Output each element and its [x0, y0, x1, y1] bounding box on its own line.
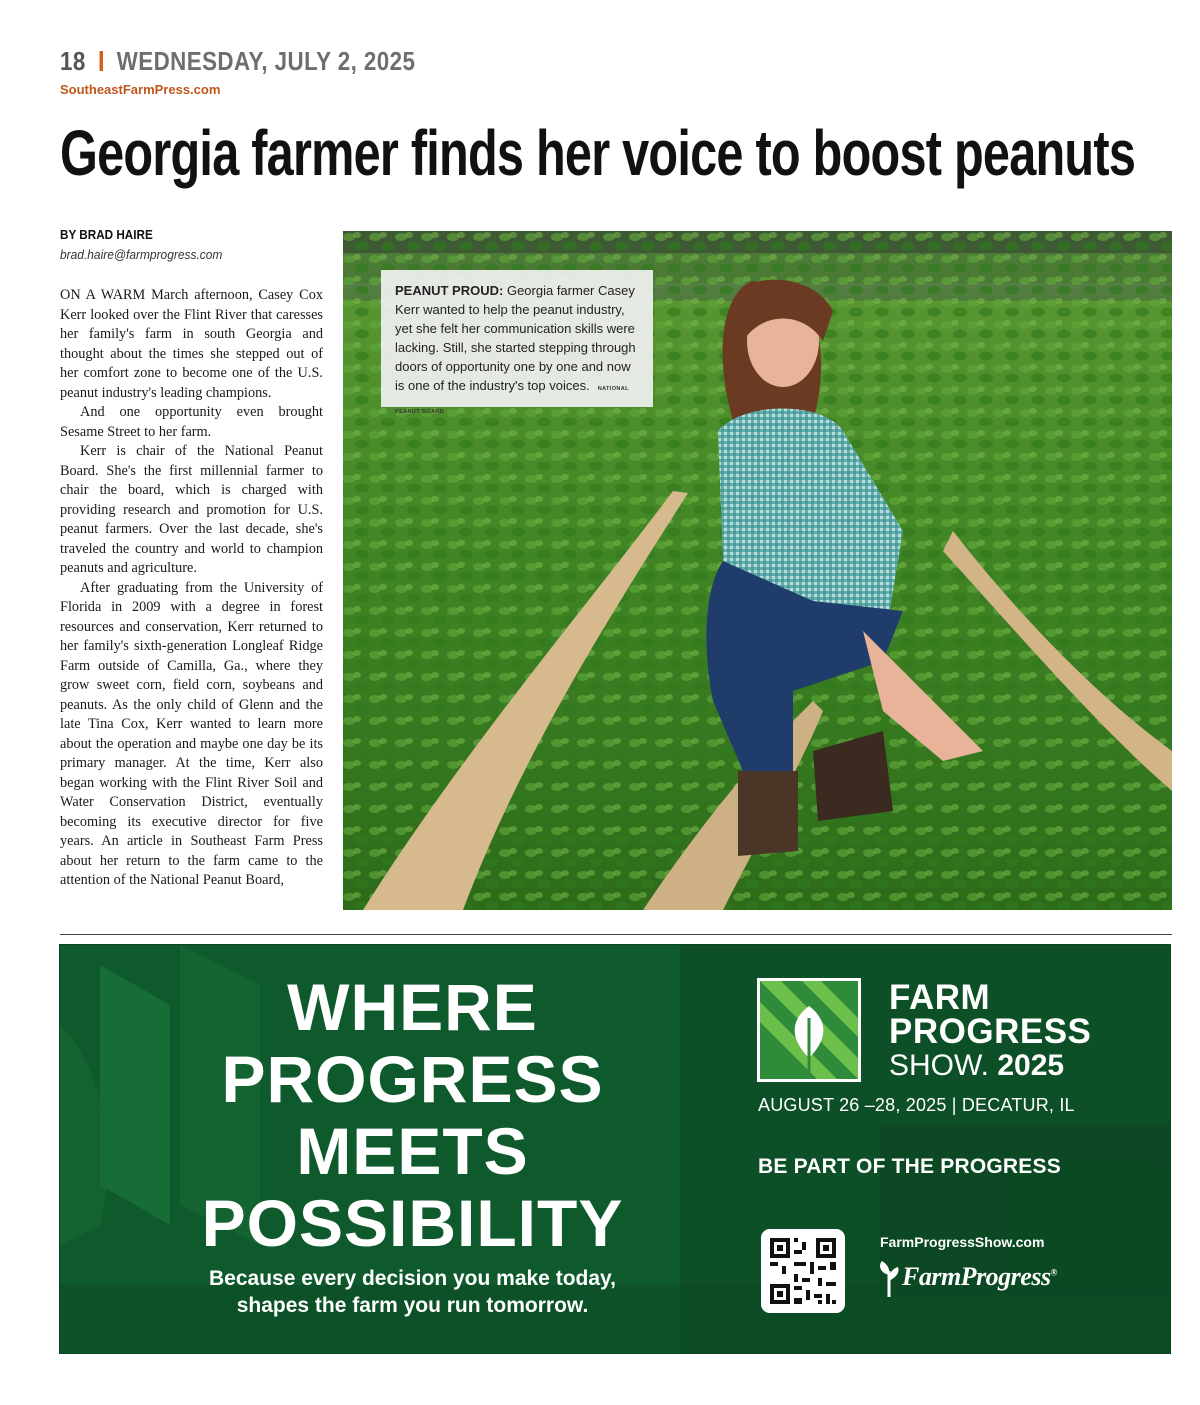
farm-progress-show-logo-icon [757, 978, 861, 1082]
farm-progress-brand [878, 1261, 1057, 1297]
advertisement[interactable] [59, 944, 1171, 1354]
ad-sub-line: Because every decision you make today, [209, 1267, 616, 1290]
sprout-icon [878, 1261, 900, 1297]
ad-headline-line: PROGRESS [221, 1042, 604, 1116]
ad-headline-line: WHERE [287, 970, 538, 1044]
page-header [60, 46, 473, 77]
ad-subheadline [60, 1265, 765, 1319]
show-name [889, 978, 1092, 1083]
ad-call-to-action: BE PART OF THE PROGRESS [758, 1155, 1061, 1178]
section-divider [60, 934, 1172, 935]
site-url[interactable]: SoutheastFarmPress.com [60, 82, 221, 97]
show-year: 2025 [997, 1049, 1065, 1082]
caption-lead: PEANUT PROUD: [395, 283, 504, 298]
ad-headline-line: POSSIBILITY [201, 1186, 624, 1260]
byline: BY BRAD HAIRE [60, 227, 153, 242]
folio [60, 46, 415, 77]
folio-divider [99, 51, 102, 71]
paragraph: After graduating from the University of Florida in 2009 with a degree in forest resources and conservation, Kerr returned to her family's sixth-generation Longleaf Ridge Farm outside of Camilla, Ga., where they grow sweet corn, field corn, soybeans and peanuts. As the only child of Glenn and the late Tina Cox, Kerr wanted to learn more about the operation and maybe one day be its primary manager. At the time, Kerr also began working with the Flint River Soil and Water Conservation District, eventually becoming its executive director for five years. An article in Southeast Farm Press about her return to the farm came to the attention of the National Peanut Board, [60, 579, 323, 888]
show-name-line: FARM [889, 978, 991, 1017]
paragraph: And one opportunity even brought Sesame Street to her farm. [60, 404, 323, 440]
ad-headline [60, 971, 765, 1259]
article-headline: Georgia farmer finds her voice to boost peanuts [60, 117, 1136, 189]
author-email[interactable]: brad.haire@farmprogress.com [60, 247, 223, 262]
registered-mark: ® [1050, 1267, 1057, 1278]
page-number: 18 [60, 46, 86, 76]
caption-text: Georgia farmer Casey Kerr wanted to help the peanut industry, yet she felt her communication skills were lacking. Still, she started stepping through doors of opportunity one by one and now is one of the industry's top voices. [395, 283, 636, 393]
show-name-line: PROGRESS [889, 1012, 1092, 1051]
article-body [60, 286, 323, 891]
paragraph: ON A WARM March afternoon, Casey Cox Kerr looked over the Flint River that caresses her family's farm in south Georgia and thought about the times she stepped out of her comfort zone to become one of the U.S. peanut industry's leading champions. [60, 287, 323, 401]
ad-sub-line: shapes the farm you run tomorrow. [236, 1294, 589, 1317]
paragraph: Kerr is chair of the National Peanut Board. She's the first millennial farmer to chair the board, which is charged with providing research and promotion for U.S. peanut farmers. Over the last decade, she's traveled the country and world to champion peanuts and agriculture. [60, 443, 323, 576]
issue-date: WEDNESDAY, JULY 2, 2025 [116, 46, 416, 76]
show-website[interactable]: FarmProgressShow.com [880, 1234, 1045, 1250]
qr-code-icon[interactable] [761, 1229, 845, 1313]
show-dates: AUGUST 26 –28, 2025 | DECATUR, IL [758, 1095, 1075, 1115]
show-name-line: SHOW. [889, 1049, 990, 1082]
brand-name: FarmProgress [902, 1261, 1051, 1291]
article-photo [343, 231, 1172, 910]
photo-caption [381, 270, 653, 415]
ad-headline-line: MEETS [296, 1114, 529, 1188]
photo-credit: NATIONAL PEANUT BOARD [395, 386, 629, 415]
